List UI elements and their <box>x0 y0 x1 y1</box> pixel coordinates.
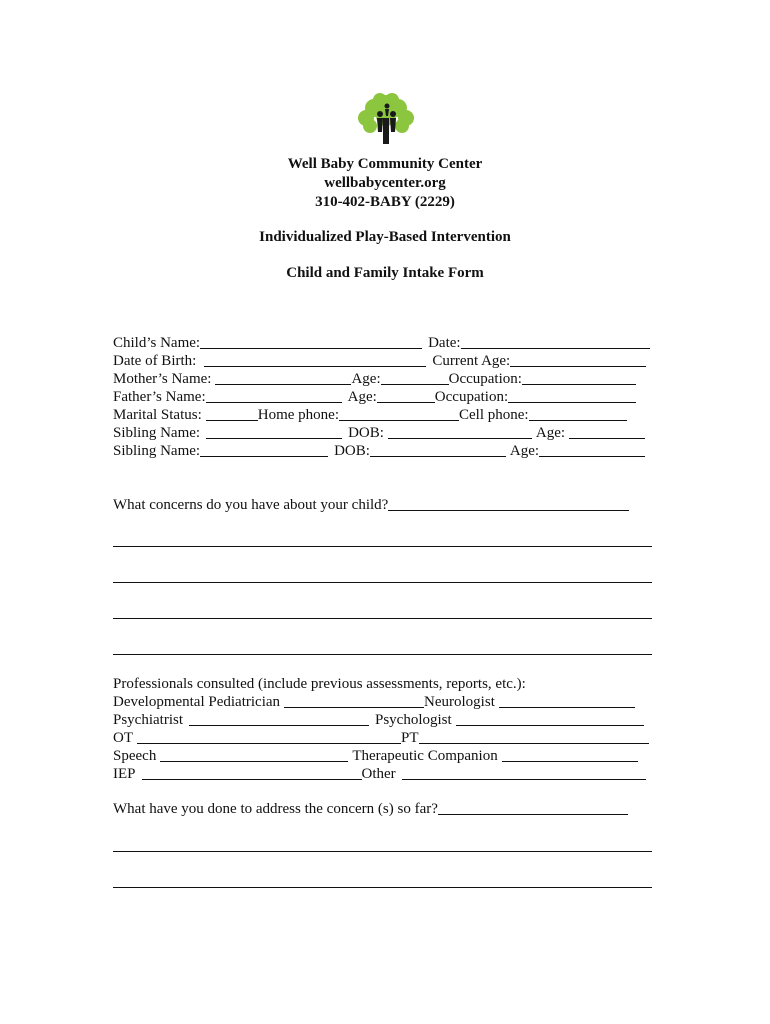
psychiatrist-field[interactable] <box>189 712 369 726</box>
form-row <box>113 711 673 729</box>
org-name: Well Baby Community Center <box>287 156 483 172</box>
cell-phone-field[interactable] <box>529 407 627 421</box>
dev-pediatrician-label: Developmental Pediatrician <box>113 694 281 710</box>
dob-label: Date of Birth: <box>113 353 197 369</box>
fathers-name-label: Father’s Name: <box>113 389 206 405</box>
pt-label: PT <box>401 730 419 746</box>
dob-field[interactable] <box>204 353 426 367</box>
sibling-2-name-field[interactable] <box>200 443 328 457</box>
sibling-1-name-field[interactable] <box>206 425 342 439</box>
form-row <box>113 442 673 460</box>
date-field[interactable] <box>461 335 650 349</box>
concerns-answer-line[interactable] <box>113 618 652 619</box>
concerns-answer-line[interactable] <box>113 546 652 547</box>
form-row <box>113 334 673 352</box>
form-title: Child and Family Intake Form <box>286 265 484 281</box>
form-row <box>113 675 673 693</box>
letterhead <box>0 155 770 212</box>
concerns-field[interactable] <box>388 497 629 511</box>
addressed-answer-line[interactable] <box>113 851 652 852</box>
father-occupation-label: Occupation: <box>434 389 509 405</box>
form-row <box>113 800 673 818</box>
website: wellbabycenter.org <box>324 175 446 191</box>
mother-occupation-label: Occupation: <box>448 371 522 387</box>
speech-field[interactable] <box>160 748 348 762</box>
program-title: Individualized Play-Based Intervention <box>259 229 511 245</box>
sibling-1-age-field[interactable] <box>569 425 645 439</box>
other-field[interactable] <box>402 766 646 780</box>
professionals-heading: Professionals consulted (include previous assessments, reports, etc.): <box>113 676 526 692</box>
concerns-answer-line[interactable] <box>113 582 652 583</box>
current-age-label: Current Age: <box>432 353 511 369</box>
mother-age-field[interactable] <box>381 371 449 385</box>
addressed-answer-line[interactable] <box>113 887 652 888</box>
form-row <box>113 352 673 370</box>
sibling-2-dob-field[interactable] <box>370 443 506 457</box>
iep-label: IEP <box>113 766 136 782</box>
concerns-question: What concerns do you have about your child? <box>113 497 389 513</box>
mother-occupation-field[interactable] <box>522 371 636 385</box>
sibling-2-age-label: Age: <box>509 443 540 459</box>
cell-phone-label: Cell phone: <box>458 407 529 423</box>
other-label: Other <box>361 766 396 782</box>
sibling-name-label: Sibling Name: <box>113 425 201 441</box>
father-age-label: Age: <box>347 389 377 405</box>
form-row <box>113 693 673 711</box>
iep-field[interactable] <box>142 766 362 780</box>
psychiatrist-label: Psychiatrist <box>113 712 183 728</box>
addressed-question: What have you done to address the concern (s) so far? <box>113 801 438 817</box>
sibling-1-dob-field[interactable] <box>388 425 532 439</box>
pt-field[interactable] <box>419 730 649 744</box>
addressed-field[interactable] <box>438 801 628 815</box>
mother-age-label: Age: <box>351 371 381 387</box>
concerns-section <box>113 496 673 514</box>
form-row <box>113 388 673 406</box>
form-row <box>113 370 673 388</box>
marital-status-label: Marital Status: <box>113 407 202 423</box>
sibling-2-dob-label: DOB: <box>334 443 370 459</box>
father-occupation-field[interactable] <box>508 389 636 403</box>
form-row <box>113 729 673 747</box>
psychologist-field[interactable] <box>456 712 644 726</box>
marital-status-field[interactable] <box>206 407 258 421</box>
ot-label: OT <box>113 730 133 746</box>
speech-label: Speech <box>113 748 157 764</box>
concerns-answer-line[interactable] <box>113 654 652 655</box>
childs-name-label: Child’s Name: <box>113 335 201 351</box>
form-row <box>113 765 673 783</box>
form-row <box>113 424 673 442</box>
mothers-name-field[interactable] <box>215 371 351 385</box>
father-age-field[interactable] <box>377 389 435 403</box>
neurologist-field[interactable] <box>499 694 635 708</box>
dev-pediatrician-field[interactable] <box>284 694 424 708</box>
form-row <box>113 496 673 514</box>
tree-family-logo <box>354 92 418 144</box>
sibling-2-age-field[interactable] <box>539 443 645 457</box>
sibling-name-label: Sibling Name: <box>113 443 201 459</box>
ot-field[interactable] <box>137 730 401 744</box>
professionals-section <box>113 675 673 783</box>
form-row <box>113 747 673 765</box>
mothers-name-label: Mother’s Name: <box>113 371 212 387</box>
therapeutic-companion-field[interactable] <box>502 748 638 762</box>
date-label: Date: <box>428 335 461 351</box>
therapeutic-companion-label: Therapeutic Companion <box>352 748 498 764</box>
home-phone-label: Home phone: <box>257 407 339 423</box>
sibling-1-age-label: Age: <box>535 425 566 441</box>
sibling-1-dob-label: DOB: <box>348 425 384 441</box>
current-age-field[interactable] <box>510 353 646 367</box>
addressed-section <box>113 800 673 818</box>
psychologist-label: Psychologist <box>375 712 452 728</box>
childs-name-field[interactable] <box>200 335 422 349</box>
home-phone-field[interactable] <box>339 407 459 421</box>
child-family-info <box>113 334 673 460</box>
form-row <box>113 406 673 424</box>
phone-number: 310-402-BABY (2229) <box>315 194 455 210</box>
fathers-name-field[interactable] <box>206 389 342 403</box>
neurologist-label: Neurologist <box>424 694 495 710</box>
